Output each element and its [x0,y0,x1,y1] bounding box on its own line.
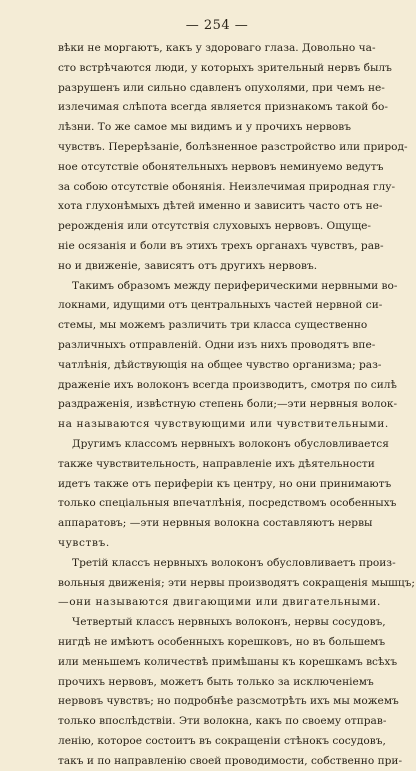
text-line: лѣзни. То же самое мы видимъ и у прочихъ нервовъ [58,121,351,134]
text-line: ленію, которое состоитъ въ сокращеніи стѣнокъ сосудовъ, [58,734,386,747]
text-line: нигдѣ не имѣютъ особенныхъ корешковъ, но въ большемъ [58,635,386,648]
text-line: раздраженія, извѣстную степень боли;—эти нервныя волок- [58,398,398,411]
text-line: но и движеніе, зависятъ отъ другихъ нервовъ. [58,259,318,272]
text-line: нервовъ чувствъ; но подробнѣе разсмотрѣть ихъ мы можемъ [58,695,399,708]
text-line: или меньшемъ количествѣ примѣшаны къ корешкамъ всѣхъ [58,655,398,668]
text-line: локнами, идущими отъ центральныхъ частей нервной си- [58,299,383,312]
text-line: за собою отсутствіе обонянія. Неизлечимая природная глу- [58,180,396,193]
text-line: хота глухонѣмыхъ дѣтей именно и зависитъ часто отъ не- [58,200,383,213]
text-line: на называются чувствующими или чувствительными. [58,418,389,431]
text-line: излечимая слѣпота всегда является признакомъ такой бо- [58,101,388,114]
text-line: ное отсутствіе обонятельныхъ нервовъ неминуемо ведутъ [58,160,384,173]
text-line: только впослѣдствіи. Эти волокна, какъ по своему отправ- [58,715,387,728]
text-line: ніе осязанія и боли въ этихъ трехъ органахъ чувствъ, рав- [58,239,384,252]
text-line: драженіе ихъ волоконъ всегда производитъ, смотря по силѣ [58,378,397,391]
text-line: Четвертый классъ нервныхъ волоконъ, нервы сосудовъ, [72,616,386,629]
text-line: разрушенъ или сильно сдавленъ опухолями, при чемъ не- [58,81,385,94]
text-line: такъ и по направленію своей проводимости, собственно при- [58,754,403,767]
text-line: только спеціальныя впечатлѣнія, посредствомъ особенныхъ [58,497,397,510]
text-line: чатлѣнія, дѣйствующія на общее чувство организма; раз- [58,358,382,371]
text-line: идетъ также отъ периферіи къ центру, но они принимаютъ [58,477,392,490]
text-line: —они называются двигающими или двигательными. [58,596,382,609]
text-line: прочихъ нервовъ, можетъ быть только за исключеніемъ [58,675,374,688]
text-line: рерожденія или отсутствія слуховыхъ нервовъ. Ощуще- [58,220,372,233]
text-line: Третій классъ нервныхъ волоконъ обусловливаетъ произ- [72,556,396,569]
body-text [58,39,415,771]
text-line: Такимъ образомъ между периферическими нервными во- [72,279,398,292]
text-line: различныхъ отправленій. Одни изъ нихъ проводятъ впе- [58,338,376,351]
text-line: стемы, мы можемъ различить три класса существенно [58,319,368,332]
text-line: вѣки не моргаютъ, какъ у здороваго глаза. Довольно ча- [58,42,376,54]
text-line: чувствъ. Перерѣзаніе, болѣзненное разстройство или природ- [58,140,408,153]
text-line: вольныя движенія; эти нервы производятъ сокращенія мышцъ; [58,576,415,589]
page-number: — 254 — [185,18,249,33]
text-line: сто встрѣчаются люди, у которыхъ зрительный нервъ былъ [58,61,392,74]
text-line: чувствъ. [58,536,110,549]
text-line: Другимъ классомъ нервныхъ волоконъ обусловливается [72,437,389,450]
text-line: также чувствительность, направленіе ихъ дѣятельности [58,457,375,470]
text-line: аппаратовъ; —эти нервныя волокна составляютъ нервы [58,517,373,530]
